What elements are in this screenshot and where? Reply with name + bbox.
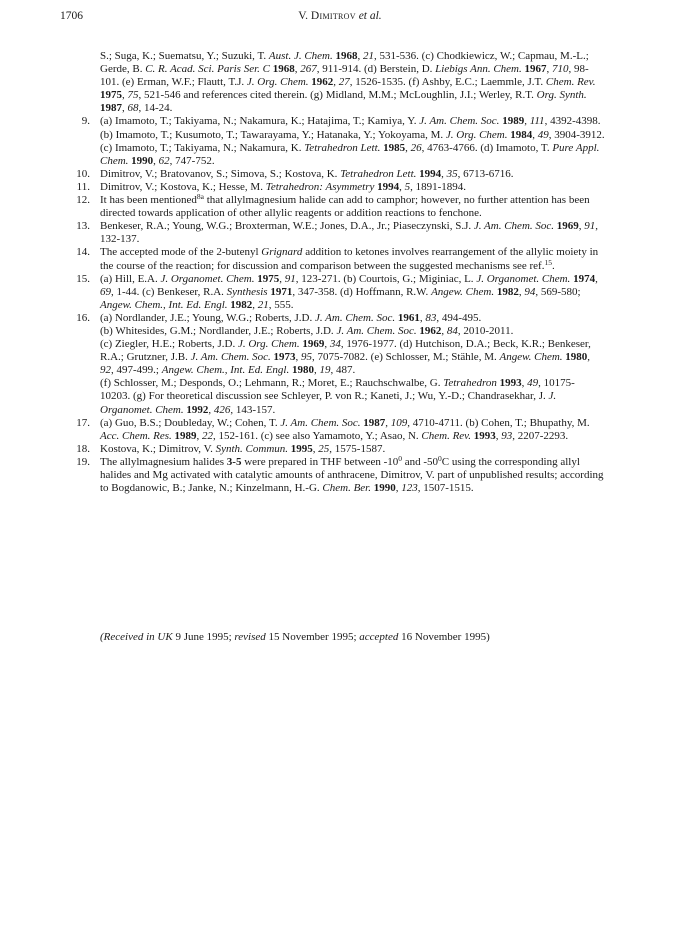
reference-segment: , 4763-4766. (d) Imamoto, T. [421,141,553,154]
reference-segment: 22 [202,429,214,442]
page-header [60,10,620,26]
reference-segment: 267 [300,63,317,76]
reference-segment: 1980 [291,364,314,377]
reference-text [100,246,598,271]
reference-segment: 1971 [270,285,293,298]
accepted-label: accepted [359,631,399,643]
reference-item [76,220,605,246]
reference-segment: 35 [446,167,458,180]
reference-segment: 1982 [230,298,253,311]
reference-segment: 49 [537,128,549,141]
received-line [100,631,605,643]
reference-segment: 21 [257,298,269,311]
reference-segment: (c) Ziegler, H.E.; Roberts, J.D. [100,338,238,351]
reference-segment: 1985 [383,141,406,154]
reference-segment: , 497-499.; [111,364,162,377]
reference-segment: 25 [318,442,330,455]
reference-number: 10. [76,167,90,180]
reference-number: 17. [76,416,90,429]
reference-segment: , [521,377,528,390]
reference-segment: , 487. [330,364,356,377]
reference-segment: J. Am. Chem. Soc. [280,416,361,429]
accepted-year: 1995) [461,631,490,643]
reference-segment: 1992 [186,403,209,416]
reference-segment: J. Org. Chem. [237,338,300,351]
reference-segment: Chem. Rev. [421,429,471,442]
reference-segment: Tetrahedron Lett. [340,167,417,180]
reference-segment: 1989 [502,115,525,128]
reference-segment: Chem. Ber. [322,482,371,495]
reference-text [100,312,591,416]
reference-segment: , [252,298,258,311]
reference-segment: 83 [425,311,437,324]
reference-segment: Tetrahedron: Asymmetry [265,180,375,193]
reference-segment: Tetrahedron [443,377,497,390]
reference-segment: Synth. Commun. [215,442,289,455]
reference-segment: , 1575-1587. [329,442,386,455]
reference-segment: Angew. Chem. [431,285,495,298]
reference-item [76,272,605,312]
reference-number: 18. [76,442,90,455]
reference-segment: Chem. Rev. [545,76,596,89]
reference-segment: 75 [127,89,139,102]
reference-number: 15. [76,272,90,285]
reference-segment: , 2207-2293. [512,429,569,442]
reference-segment: , [312,442,319,455]
reference-segment: 1968 [272,63,295,76]
reference-segment: 34 [329,338,341,351]
reference-segment: Grignard [261,246,303,259]
reference-segment: , 7075-7082. (e) Schlosser, M.; Stähle, M. [312,351,500,364]
reference-segment: J. Organomet. Chem. [100,390,557,416]
reference-segment: 1969 [556,220,579,233]
reference-segment: 91 [284,272,296,285]
reference-segment: , [587,351,591,364]
reference-segment: 1968 [335,50,358,62]
reference-segment: J. Am. Chem. Soc. [314,311,396,324]
reference-item [81,115,605,167]
reference-segment: , [324,338,330,351]
reference-segment: 26 [410,141,422,154]
reference-segment: , [419,311,426,324]
reference-segment: , [578,220,585,233]
reference-segment: , [313,364,320,377]
reference-segment: The accepted mode of the 2-butenyl [100,246,262,259]
reference-segment: J. Organomet. Chem. [476,272,571,285]
reference-segment: , 347-358. (d) Hoffmann, R.W. [292,285,432,298]
reference-segment: J. Am. Chem. Soc. [473,220,555,233]
reference-number: 9. [81,115,90,128]
reference-segment: Org. Synth. [536,89,587,102]
reference-segment: , 98-101. (e) Erman, W.F.; Flautt, T.J. [100,63,589,89]
reference-text [100,194,590,219]
reference-item [76,453,605,495]
reference-segment: , [357,50,363,62]
reference-text [100,168,514,180]
reference-segment: (a) Imamoto, T.; Takiyama, N.; Nakamura, K.; Hatajima, T.; Kamiya, Y. [100,115,420,128]
reference-segment: 49 [527,377,539,390]
reference-item [76,416,605,443]
reference-segment: Angew. Chem., Int. Ed. Engl. [161,364,290,377]
reference-segment: , [524,115,530,128]
reference-segment: , 6713-6716. [457,167,514,180]
reference-segment: 1987 [363,416,386,429]
reference-segment: 91 [584,220,596,233]
accepted-date: 16 November [398,631,462,643]
running-head-initial: V. [298,10,311,22]
reference-segment: , [532,128,538,141]
reference-segment: , [122,89,128,102]
reference-segment: , 1891-1894. [410,180,467,193]
reference-segment: , 747-752. [169,154,215,167]
reference-segment: Liebigs Ann. Chem. [435,63,522,76]
reference-segment: 1973 [273,351,296,364]
reference-segment: (f) Schlosser, M.; Desponds, O.; Lehmann, R.; Moret, E.; Rauchschwalbe, G. [100,377,444,390]
reference-number: 11. [76,180,90,193]
reference-segment: J. Org. Chem. [246,76,309,89]
revised-year: 1995; [328,631,360,643]
reference-segment: , [518,285,525,298]
reference-segment: addition to ketones involves rearrangement of the allylic moiety in the course of the reaction; for discussion and comparison between the suggested mechanisms see ref. [100,246,599,272]
reference-item [76,246,605,272]
reference-segment: 1974 [573,272,596,285]
reference-segment: , [495,429,502,442]
reference-segment: J. Organomet. Chem. [160,272,255,285]
reference-segment: Angew. Chem., Int. Ed. Engl. [100,298,228,311]
reference-segment: 3-5 [226,455,242,468]
reference-segment: , 569-580; [535,285,581,298]
reference-segment: 109 [390,416,408,429]
reference-item [76,180,605,194]
reference-segment: 0 [438,453,442,463]
reference-segment: 27 [338,76,350,89]
reference-segment: 21 [363,50,374,62]
reference-segment: , 2010-2011. [457,324,514,337]
reference-segment: 92 [100,364,111,377]
reference-segment: , 1-44. (c) Benkeser, R.A. [111,285,227,298]
reference-item [76,442,605,456]
reference-segment: 1989 [174,429,197,442]
reference-segment: that allylmagnesium halide can add to camphor; however, no further attention has been directed towards application of other allylic reagents or addition reactions to fenchone. [100,194,590,220]
reference-segment: , [595,272,598,285]
reference-text [100,115,605,166]
reference-segment: Dimitrov, V.; Kostova, K.; Hesse, M. [100,180,266,193]
reference-segment: , [441,324,447,337]
reference-text [100,220,598,245]
reference-segment: , [294,63,301,76]
reference-number: 16. [76,311,90,324]
reference-segment: 19 [319,364,331,377]
reference-item [76,167,605,181]
running-head-author: Dimitrov [310,10,356,22]
reference-item [76,311,605,417]
reference-segment: Synthesis [226,285,268,298]
page-number: 1706 [60,10,83,22]
reference-segment: , 14-24. [138,102,173,115]
reference-segment: , [546,63,552,76]
reference-item [76,192,605,220]
reference-segment: , [385,416,391,429]
reference-segment: 1995 [290,442,313,455]
reference-segment: were prepared in THF between -10 [241,455,399,468]
reference-segment: . [551,259,555,272]
reference-segment: It has been mentioned [100,194,197,207]
running-head-et-al: et al. [358,10,382,22]
reference-segment: 84 [446,324,458,337]
reference-segment: 1982 [496,285,519,298]
reference-segment: Aust. J. Chem. [268,50,333,62]
reference-segment: 15 [544,257,552,267]
reference-segment: 68 [127,102,139,115]
reference-segment: 93 [501,429,513,442]
reference-segment: 1975 [100,89,122,102]
reference-segment: 0 [398,453,402,463]
reference-segment: , [295,351,302,364]
reference-segment: 1975 [257,272,280,285]
reference-segment: , 152-161. (c) see also Yamamoto, Y.; Asao, N. [213,429,422,442]
reference-segment: 1984 [510,128,533,141]
reference-segment: 1969 [302,338,325,351]
reference-segment: , [208,403,214,416]
reference-segment: , 10175-10203. (g) For theoretical discussion see Schleyer, P. von R.; Kaneti, J.; Wu, Y.-D.; Chandrasekhar, J. [100,377,575,403]
reference-number: 13. [76,220,90,233]
reference-segment: , [395,482,402,495]
reference-segment: , 123-271. (b) Courtois, G.; Miginiac, L. [295,272,477,285]
received-date: 9 June [175,631,204,643]
running-head [60,10,620,22]
reference-segment: 69 [100,285,111,298]
reference-segment: , 143-157. [230,403,276,416]
reference-segment: , [399,180,405,193]
reference-text [100,417,590,442]
reference-segment: Kostova, K.; Dimitrov, V. [100,442,216,455]
reference-segment: , [196,429,203,442]
reference-text [100,453,604,495]
reference-segment: , [153,154,159,167]
reference-segment: 426 [213,403,231,416]
reference-segment: 8a [196,192,204,202]
reference-text [100,50,596,114]
reference-segment: , 555. [268,298,294,311]
reference-segment: , 1976-1977. (d) Hutchison, D.A.; Beck, K.R.; Benkeser, R.A.; Grutzner, J.B. [100,338,591,364]
reference-segment: C. R. Acad. Sci. Paris Ser. C [145,63,270,76]
reference-segment: (b) Whitesides, G.M.; Nordlander, J.E.; Roberts, J.D. [100,324,337,337]
reference-segment: 1980 [565,351,588,364]
reference-number: 14. [76,246,90,259]
reference-segment: Dimitrov, V.; Bratovanov, S.; Simova, S.; Kostova, K. [100,167,341,180]
reference-segment: 1993 [473,429,496,442]
reference-segment: , [405,141,411,154]
reference-segment: Angew. Chem. [499,351,563,364]
reference-segment: J. Am. Chem. Soc. [336,324,417,337]
reference-segment: 95 [301,351,313,364]
reference-segment: S.; Suga, K.; Suematsu, Y.; Suzuki, T. [100,50,269,62]
reference-segment: , 4710-4711. (b) Cohen, T.; Bhupathy, M. [407,416,590,429]
reference-segment: 1962 [311,76,334,89]
reference-segment: , [333,76,339,89]
reference-segment: 1962 [419,324,442,337]
reference-segment: 1990 [373,482,396,495]
reference-segment: , 3904-3912. (c) Imamoto, T.; Takiyama, N.; Nakamura, K. [100,128,605,154]
reference-segment: J. Am. Chem. Soc. [419,115,500,128]
reference-segment: , 1526-1535. (f) Ashby, E.C.; Laemmle, J.T. [349,76,546,89]
received-year: 1995; [203,631,235,643]
revised-label: revised [234,631,266,643]
reference-segment: 5 [404,180,411,193]
reference-segment: 1993 [499,377,522,390]
reference-segment: Acc. Chem. Res. [100,429,172,442]
reference-segment: The allylmagnesium halides [100,455,227,468]
reference-segment: 62 [158,154,170,167]
reference-segment: J. Am. Chem. Soc. [190,351,271,364]
received-open: (Received in UK [100,631,176,643]
reference-segment: Benkeser, R.A.; Young, W.G.; Broxterman, W.E.; Jones, D.A., Jr.; Piaseczynski, S.J. [100,220,474,233]
reference-segment: 1994 [377,180,400,193]
reference-segment: (a) Nordlander, J.E.; Young, W.G.; Roberts, J.D. [100,311,315,324]
reference-segment: , 4392-4398. (b) Imamoto, T.; Kusumoto, T.; Tawarayama, Y.; Hatanaka, Y.; Yokoyama, M. [100,115,601,141]
reference-segment: C using the corresponding allyl halides and Mg activated with catalytic amounts of anthracene, Dimitrov, V. part of unpublished results; according to Bogdanowic, B.; Janke, N.; Kinzelmann, H.-G. [100,455,604,495]
reference-segment: 123 [401,482,418,495]
reference-segment: J. Org. Chem. [445,128,508,141]
reference-segment: , [279,272,285,285]
reference-text [100,443,385,455]
reference-text [100,181,466,193]
reference-list [76,50,605,495]
reference-segment: , 494-495. [436,311,482,324]
reference-number: 19. [76,455,90,468]
reference-segment: , 531-536. (c) Chodkiewicz, W.; Capmau, M.-L.; Gerde, B. [100,50,589,76]
reference-segment: 1990 [131,154,154,167]
reference-segment: , 132-137. [100,220,599,246]
reference-segment: , 911-914. (d) Berstein, D. [316,63,436,76]
reference-segment: 1961 [397,311,420,324]
reference-segment: , 521-546 and references cited therein. (g) Midland, M.M.; McLoughlin, J.I.; Werley, R.T. [138,89,537,102]
reference-segment: Tetrahedron Lett. [304,141,381,154]
reference-segment: 1967 [524,63,547,76]
reference-segment: , [122,102,128,115]
reference-text [100,273,598,311]
reference-segment: and -50 [402,455,439,468]
reference-segment: , [441,167,447,180]
reference-segment: 94 [524,285,536,298]
reference-segment: 710 [552,63,569,76]
reference-segment: 1987 [100,102,122,115]
reference-segment: 111 [529,115,545,128]
reference-number: 12. [76,194,90,207]
reference-segment: 1994 [419,167,442,180]
revised-date: 15 November [265,631,329,643]
reference-segment: , 1507-1515. [417,482,474,495]
reference-segment: (a) Guo, B.S.; Doubleday, W.; Cohen, T. [100,416,281,429]
reference-segment: (a) Hill, E.A. [100,272,161,285]
reference-segment: Pure Appl. Chem. [100,141,600,167]
reference-item [100,50,605,115]
